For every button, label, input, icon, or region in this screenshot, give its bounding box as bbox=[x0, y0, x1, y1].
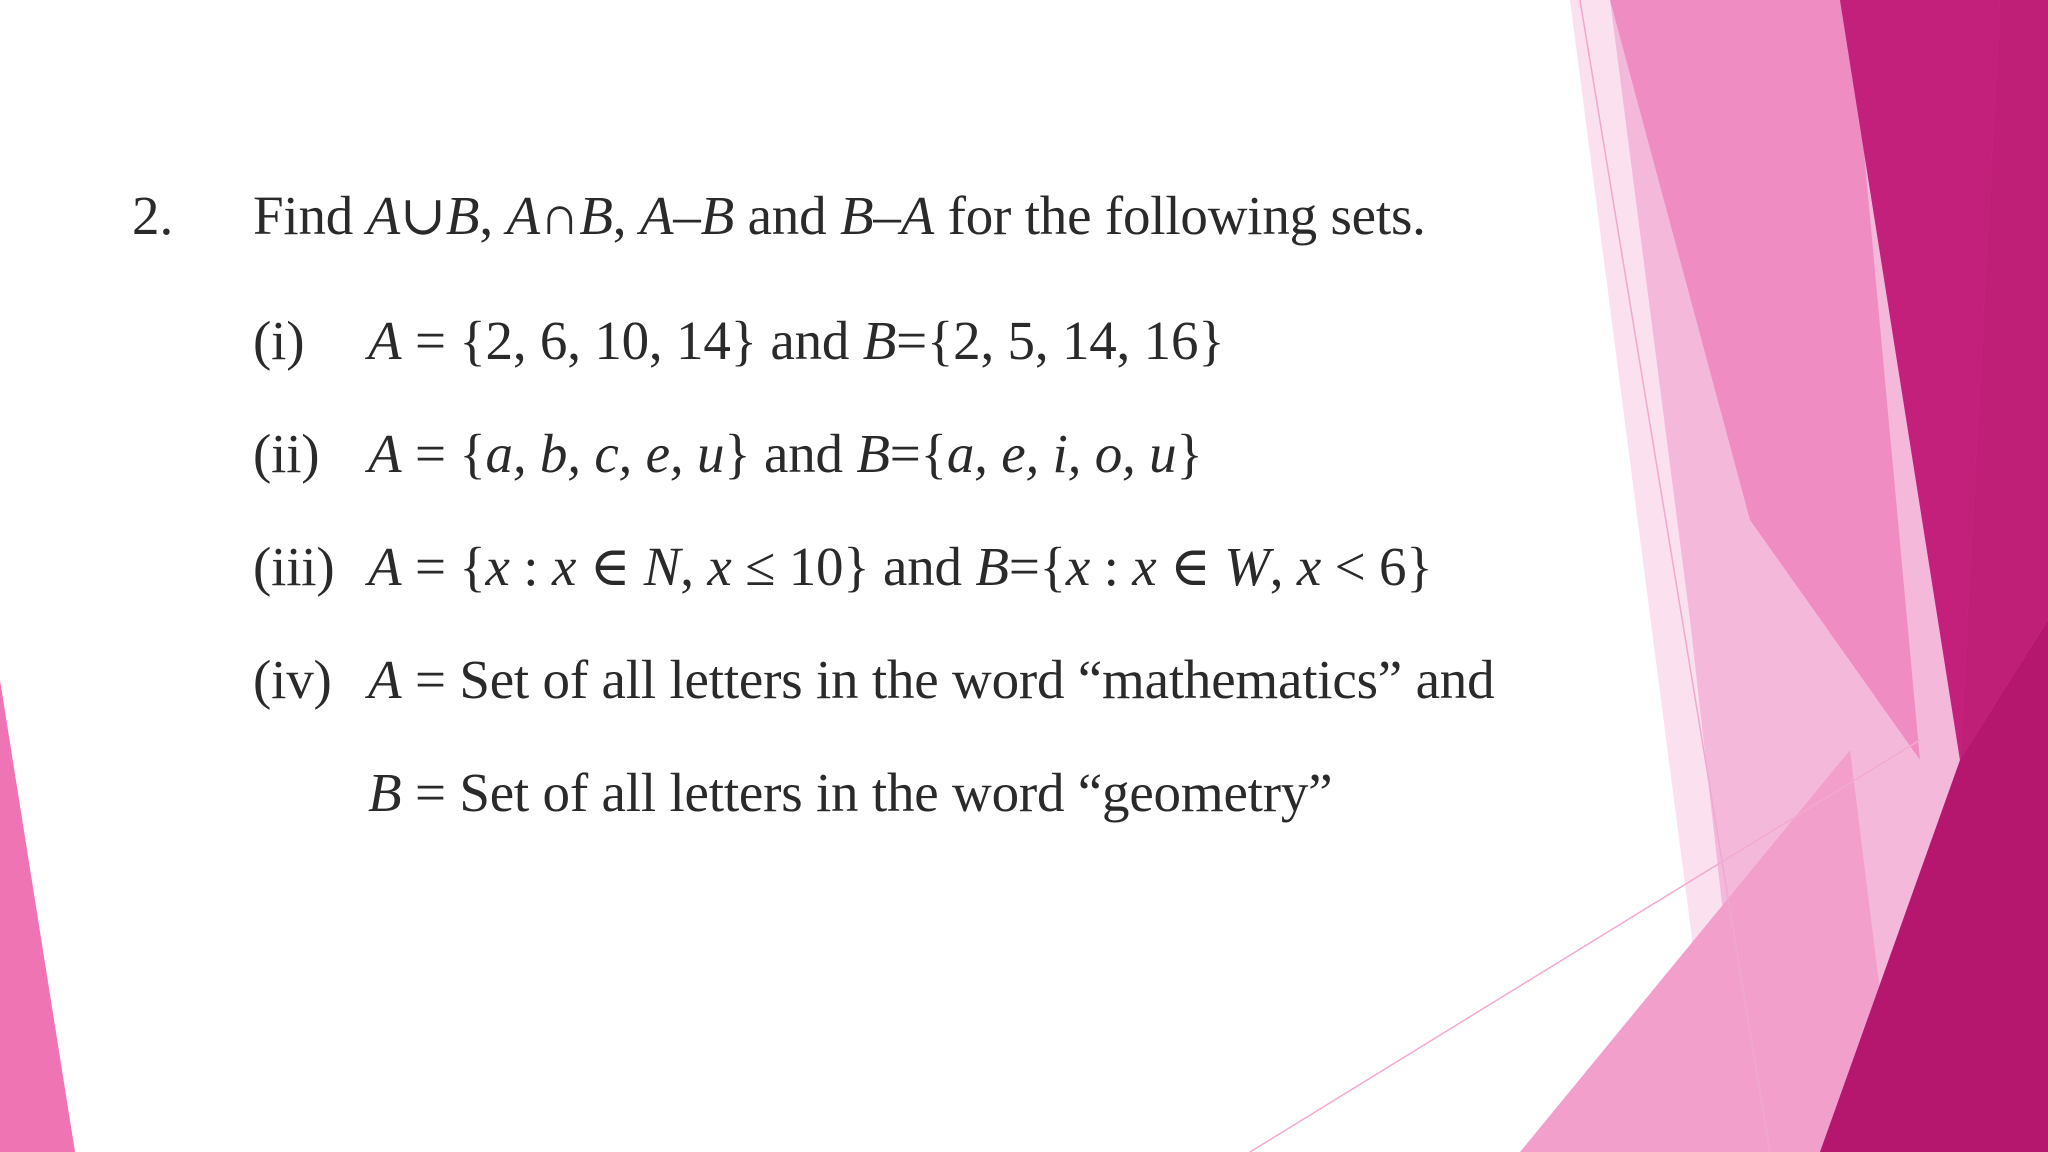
part-i-label: (i) bbox=[253, 310, 305, 371]
part-ii-label: (ii) bbox=[253, 423, 320, 484]
part-iv-label: (iv) bbox=[253, 649, 332, 710]
part-iii-label: (iii) bbox=[253, 536, 335, 597]
question-prompt: Find A∪B, A∩B, A–B and B–A for the following sets. bbox=[253, 185, 1426, 246]
question-number: 2. bbox=[132, 185, 174, 246]
part-i-content: A = {2, 6, 10, 14} and B={2, 5, 14, 16} bbox=[368, 310, 1225, 371]
part-iv-content: A = Set of all letters in the word “mathematics” and bbox=[368, 649, 1495, 710]
part-iv-content-continued: B = Set of all letters in the word “geometry” bbox=[368, 762, 1333, 823]
part-iii-content: A = {x : x ∈ N, x ≤ 10} and B={x : x ∈ W, x < 6} bbox=[368, 536, 1433, 597]
part-ii-content: A = {a, b, c, e, u} and B={a, e, i, o, u} bbox=[368, 423, 1203, 484]
